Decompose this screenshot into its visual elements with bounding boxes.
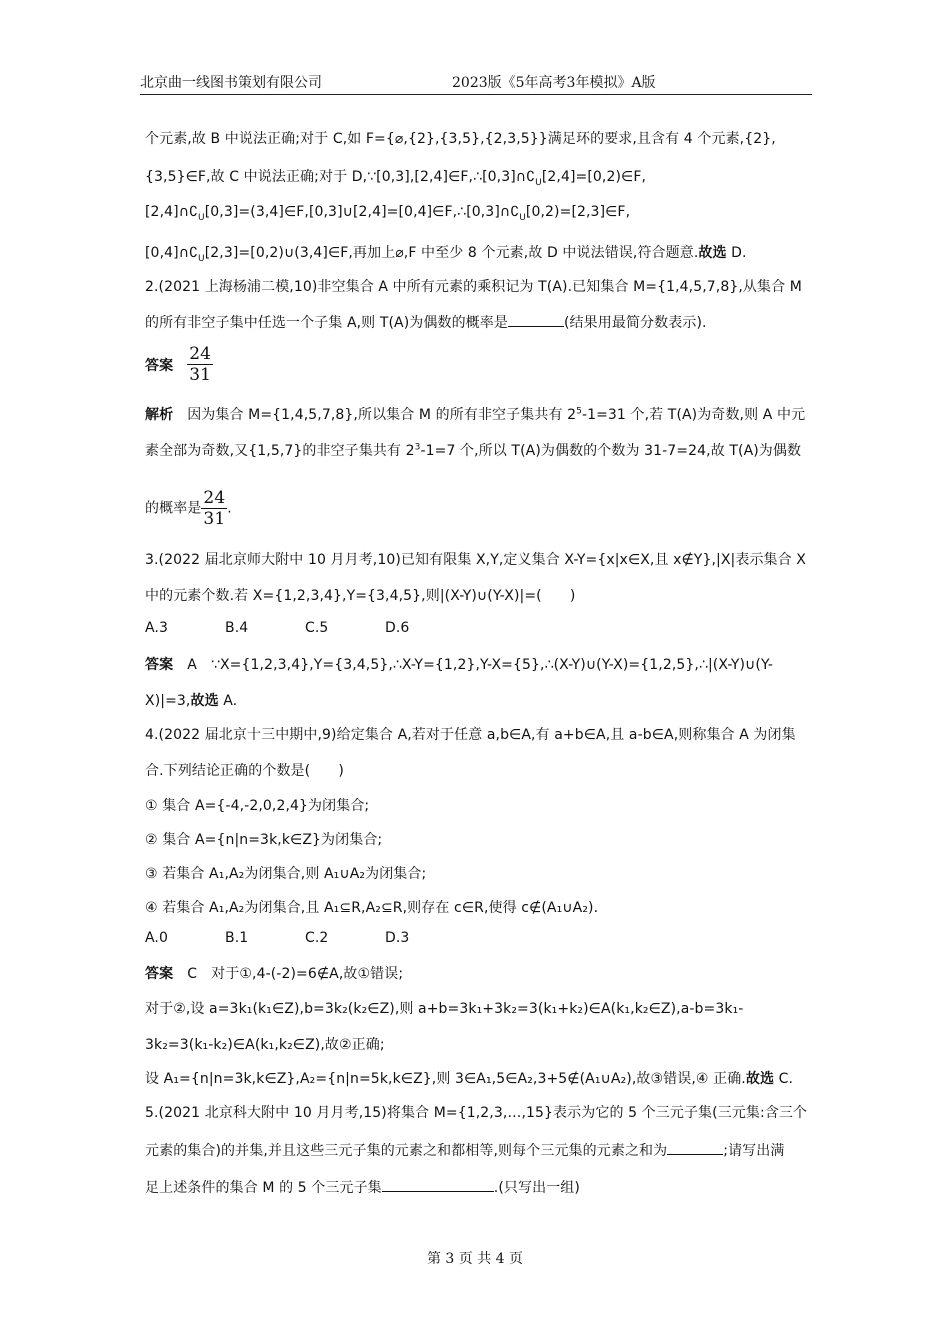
answer-blank (382, 1177, 494, 1192)
answer-4: 答案 C 对于①,4-(-2)=6∉A,故①错误; (145, 966, 404, 982)
answer-3: X)|=3,故选 A. (145, 693, 238, 709)
question-4: 合.下列结论正确的个数是( ) (145, 763, 344, 779)
question-5: 足上述条件的集合 M 的 5 个三元子集 .(只写出一组) (145, 1177, 580, 1197)
text-line: $[2,4]\cap∁_U[0,3]=(3,4]\in F,[0,3]\cup[2,4]=[0,4]\in F,\therefore[0,3]\cap∁_U[0,2)=[2,3]\in F$, (145, 204, 631, 223)
question-3: 中的元素个数.若 X={1,2,3,4},Y={3,4,5},则|(X-Y)∪(Y-X)|=( ) (145, 588, 576, 604)
text-line: $[0,4]\cap∁_U[2,3]=[0,2)\cup(3,4]\in F$,再加上⌀,F 中至少 8 个元素,故 D 中说法错误,符合题意.故选 D. (145, 245, 747, 264)
answer-3: 答案 A ∵X={1,2,3,4},Y={3,4,5},∴X-Y={1,2},Y-X={5},∴(X-Y)∪(Y-X)={1,2,5},∴|(X-Y)∪(Y- (145, 657, 774, 673)
question-5: 元素的集合)的并集,并且这些三元子集的元素之和都相等,则每个三元集的元素之和为 ;请写出满 (145, 1140, 784, 1160)
explanation-2: 素全部为奇数,又{1,5,7}的非空子集共有 $2^3-1=7$ 个,所以 T(A)为偶数的个数为 31-7=24,故 T(A)为偶数 (145, 442, 802, 459)
question-3: 3.(2022 届北京师大附中 10 月月考,10)已知有限集 X,Y,定义集合 X-Y={x|x∈X,且 x∉Y},|X|表示集合 X (145, 552, 806, 568)
question-5: 5.(2021 北京科大附中 10 月月考,15)将集合 M={1,2,3,…,15}表示为它的 5 个三元子集(三元集:含三个 (145, 1105, 808, 1121)
answer-2 (145, 344, 213, 385)
question-4: 4.(2022 届北京十三中期中,9)给定集合 A,若对于任意 a,b∈A,有 a+b∈A,且 a-b∈A,则称集合 A 为闭集 (145, 727, 796, 743)
question-4: ③ 若集合 A₁,A₂为闭集合,则 A₁∪A₂为闭集合; (145, 866, 427, 882)
answer-4: 设 A₁={n|n=3k,k∈Z},A₂={n|n=5k,k∈Z},则 3∈A₁,5∈A₂,3+5∉(A₁∪A₂),故③错误,④ 正确.故选 C. (145, 1071, 794, 1087)
explanation-2: 解析 因为集合 M={1,4,5,7,8},所以集合 M 的所有非空子集共有 $2^5-1=31$ 个,若 T(A)为奇数,则 A 中元 (145, 406, 806, 423)
answer-label: 答案 (145, 357, 174, 374)
question-4: ④ 若集合 A₁,A₂为闭集合,且 A₁⊆R,A₂⊆R,则存在 c∈R,使得 c∉(A₁∪A₂). (145, 900, 599, 916)
fraction: $\frac{24}{31}$ (203, 488, 226, 529)
text-line: {3,5}∈F,故 C 中说法正确;对于 $D,\because[0,3],[2,4]\in F,\therefore[0,3]\cap∁_U[2,4]=[0,2)\in F$, (145, 169, 647, 188)
question-3-options: A.3 B.4 C.5 D.6 (145, 620, 410, 636)
answer-4: 3k₂=3(k₁-k₂)∈A(k₁,k₂∈Z),故②正确; (145, 1037, 385, 1053)
explanation-2: 的概率是 $\frac{24}{31}$ . (145, 488, 232, 529)
question-4: ① 集合 A={-4,-2,0,2,4}为闭集合; (145, 798, 370, 814)
answer-blank (508, 312, 564, 327)
question-4: ② 集合 A={n|n=3k,k∈Z}为闭集合; (145, 832, 383, 848)
question-2: 的所有非空子集中任选一个子集 A,则 T(A)为偶数的概率是 (结果用最简分数表示). (145, 312, 707, 332)
question-2: 2.(2021 上海杨浦二模,10)非空集合 A 中所有元素的乘积记为 T(A).已知集合 M={1,4,5,7,8},从集合 M (145, 279, 802, 295)
fraction: $\frac{24}{31}$ (189, 344, 212, 385)
book-title: 2023版《5年高考3年模拟》A版 (452, 75, 656, 91)
text-line: 个元素,故 B 中说法正确;对于 C,如 F={⌀,{2},{3,5},{2,3,5}}满足环的要求,且含有 4 个元素,{2}, (145, 131, 776, 147)
answer-4: 对于②,设 a=3k₁(k₁∈Z),b=3k₂(k₂∈Z),则 a+b=3k₁+3k₂=3(k₁+k₂)∈A(k₁,k₂∈Z),a-b=3k₁- (145, 1001, 744, 1017)
page-footer: 第 3 页 共 4 页 (426, 1251, 524, 1267)
explanation-label: 解析 (145, 407, 174, 423)
page-header (140, 72, 812, 95)
answer-blank (667, 1140, 723, 1155)
question-4-options: A.0 B.1 C.2 D.3 (145, 930, 410, 946)
publisher-name: 北京曲一线图书策划有限公司 (140, 75, 322, 91)
